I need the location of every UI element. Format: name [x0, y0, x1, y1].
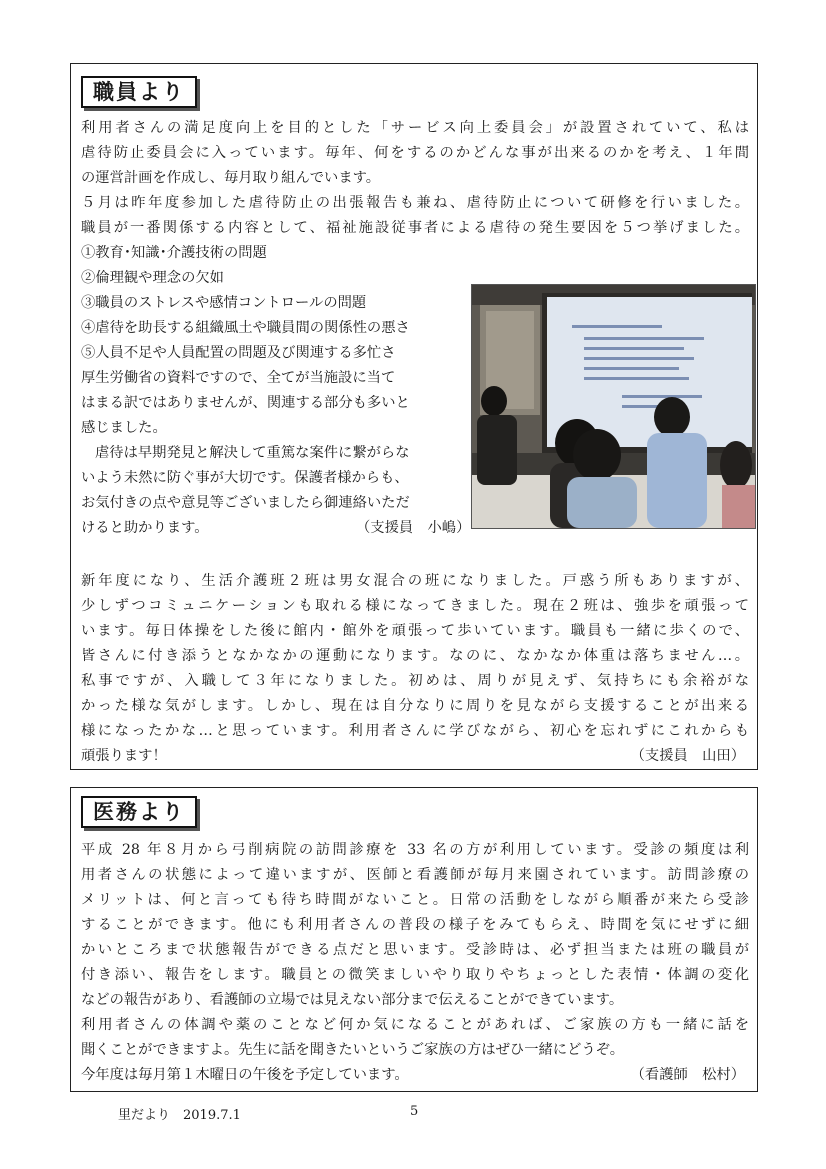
paragraph-line: することができます。他にも利用者さんの普段の様子をみてもらえ、時間を気にせずに細 — [81, 917, 749, 933]
paragraph-line: けると助かります。 — [81, 520, 209, 536]
list-item: ③職員のストレスや感情コントロールの問題 — [81, 295, 367, 311]
signature-matsumura: （看護師 松村） — [630, 1067, 745, 1083]
paragraph-line: 私事ですが、入職して３年になりました。初めは、周りが見えず、気持ちにも余裕がな — [81, 673, 749, 689]
paragraph-line: 聞くことができますよ。先生に話を聞きたいというご家族の方はぜひ一緒にどうぞ。 — [81, 1042, 624, 1058]
paragraph-line: かいところまで状態報告ができる点だと思います。受診時は、必ず担当または班の職員が — [81, 942, 749, 958]
medical-section — [70, 787, 758, 1092]
staff-section — [70, 63, 758, 770]
paragraph-line: 今年度は毎月第１木曜日の午後を予定しています。 — [81, 1067, 409, 1083]
signature-yamada: （支援員 山田） — [630, 748, 745, 764]
paragraph-line: 付き添い、報告をします。職員との微笑ましいやり取りやちょっとした表情・体調の変化 — [81, 967, 749, 983]
training-photo-image — [472, 285, 755, 528]
paragraph-line: 利用者さんの満足度向上を目的とした「サービス向上委員会」が設置されていて、私は — [81, 120, 749, 136]
paragraph-line: メリットは、何と言っても待ち時間がないこと。日常の活動をしながら順番が来たら受診 — [81, 892, 749, 908]
paragraph-line: などの報告があり、看護師の立場では見えない部分まで伝えることができています。 — [81, 992, 624, 1008]
staff-section-heading: 職員より — [81, 76, 197, 108]
paragraph-line: いよう未然に防ぐ事が大切です。保護者様からも、 — [81, 470, 409, 486]
medical-section-heading: 医務より — [81, 796, 197, 828]
paragraph-line: 利用者さんの体調や薬のことなど何か気になることがあれば、ご家族の方も一緒に話を — [81, 1017, 749, 1033]
paragraph-line: います。毎日体操をした後に館内・館外を頑張って歩いています。職員も一緒に歩くので、 — [81, 623, 749, 639]
list-item: ④虐待を助長する組織風土や職員間の関係性の悪さ — [81, 320, 410, 336]
paragraph-line: 少しずつコミュニケーションも取れる様になってきました。現在２班は、強歩を頑張って — [81, 598, 749, 614]
list-item: ⑤人員不足や人員配置の問題及び関連する多忙さ — [81, 345, 396, 361]
page-number: 5 — [410, 1104, 419, 1119]
paragraph-line: 感じました。 — [81, 420, 167, 436]
signature-kojima: （支援員 小嶋） — [356, 520, 471, 536]
paragraph-line: はまる訳ではありませんが、関連する部分も多いと — [81, 395, 410, 411]
paragraph-line: の運営計画を作成し、毎月取り組んでいます。 — [81, 170, 381, 186]
paragraph-line: 虐待は早期発見と解決して重篤な案件に繋がらな — [95, 445, 410, 461]
paragraph-line: 様になったかな…と思っています。利用者さんに学びながら、初心を忘れずにこれからも — [81, 723, 749, 739]
paragraph-line: 頑張ります！ — [81, 748, 167, 764]
list-item: ②倫理観や理念の欠如 — [81, 270, 224, 286]
paragraph-line: 厚生労働省の資料ですので、全てが当施設に当て — [81, 370, 396, 386]
paragraph-line: 皆さんに付き添うとなかなかの運動になります。なのに、なかなか体重は落ちません…。 — [81, 648, 749, 664]
list-item: ①教育･知識･介護技術の問題 — [81, 245, 267, 261]
paragraph-line: ５月は昨年度参加した虐待防止の出張報告も兼ね、虐待防止について研修を行いました。 — [81, 195, 749, 211]
paragraph-line: 新年度になり、生活介護班２班は男女混合の班になりました。戸惑う所もありますが、 — [81, 573, 749, 589]
paragraph-line: お気付きの点や意見等ございましたら御連絡いただ — [81, 495, 410, 511]
training-photo — [471, 284, 756, 529]
paragraph-line: 平成 28 年８月から弓削病院の訪問診療を 33 名の方が利用しています。受診の頻度は利 — [81, 842, 749, 858]
paragraph-line: かった様な気がします。しかし、現在は自分なりに周りを見ながら支援することが出来る — [81, 698, 749, 714]
paragraph-line: 用者さんの状態によって違いますが、医師と看護師が毎月来園されています。訪問診療の — [81, 867, 749, 883]
paragraph-line: 職員が一番関係する内容として、福祉施設従事者による虐待の発生要因を５つ挙げました。 — [81, 220, 749, 236]
footer-issue-date: 里だより 2019.7.1 — [118, 1108, 241, 1123]
paragraph-line: 虐待防止委員会に入っています。毎年、何をするのかどんな事が出来るのかを考え、１年間 — [81, 145, 749, 161]
